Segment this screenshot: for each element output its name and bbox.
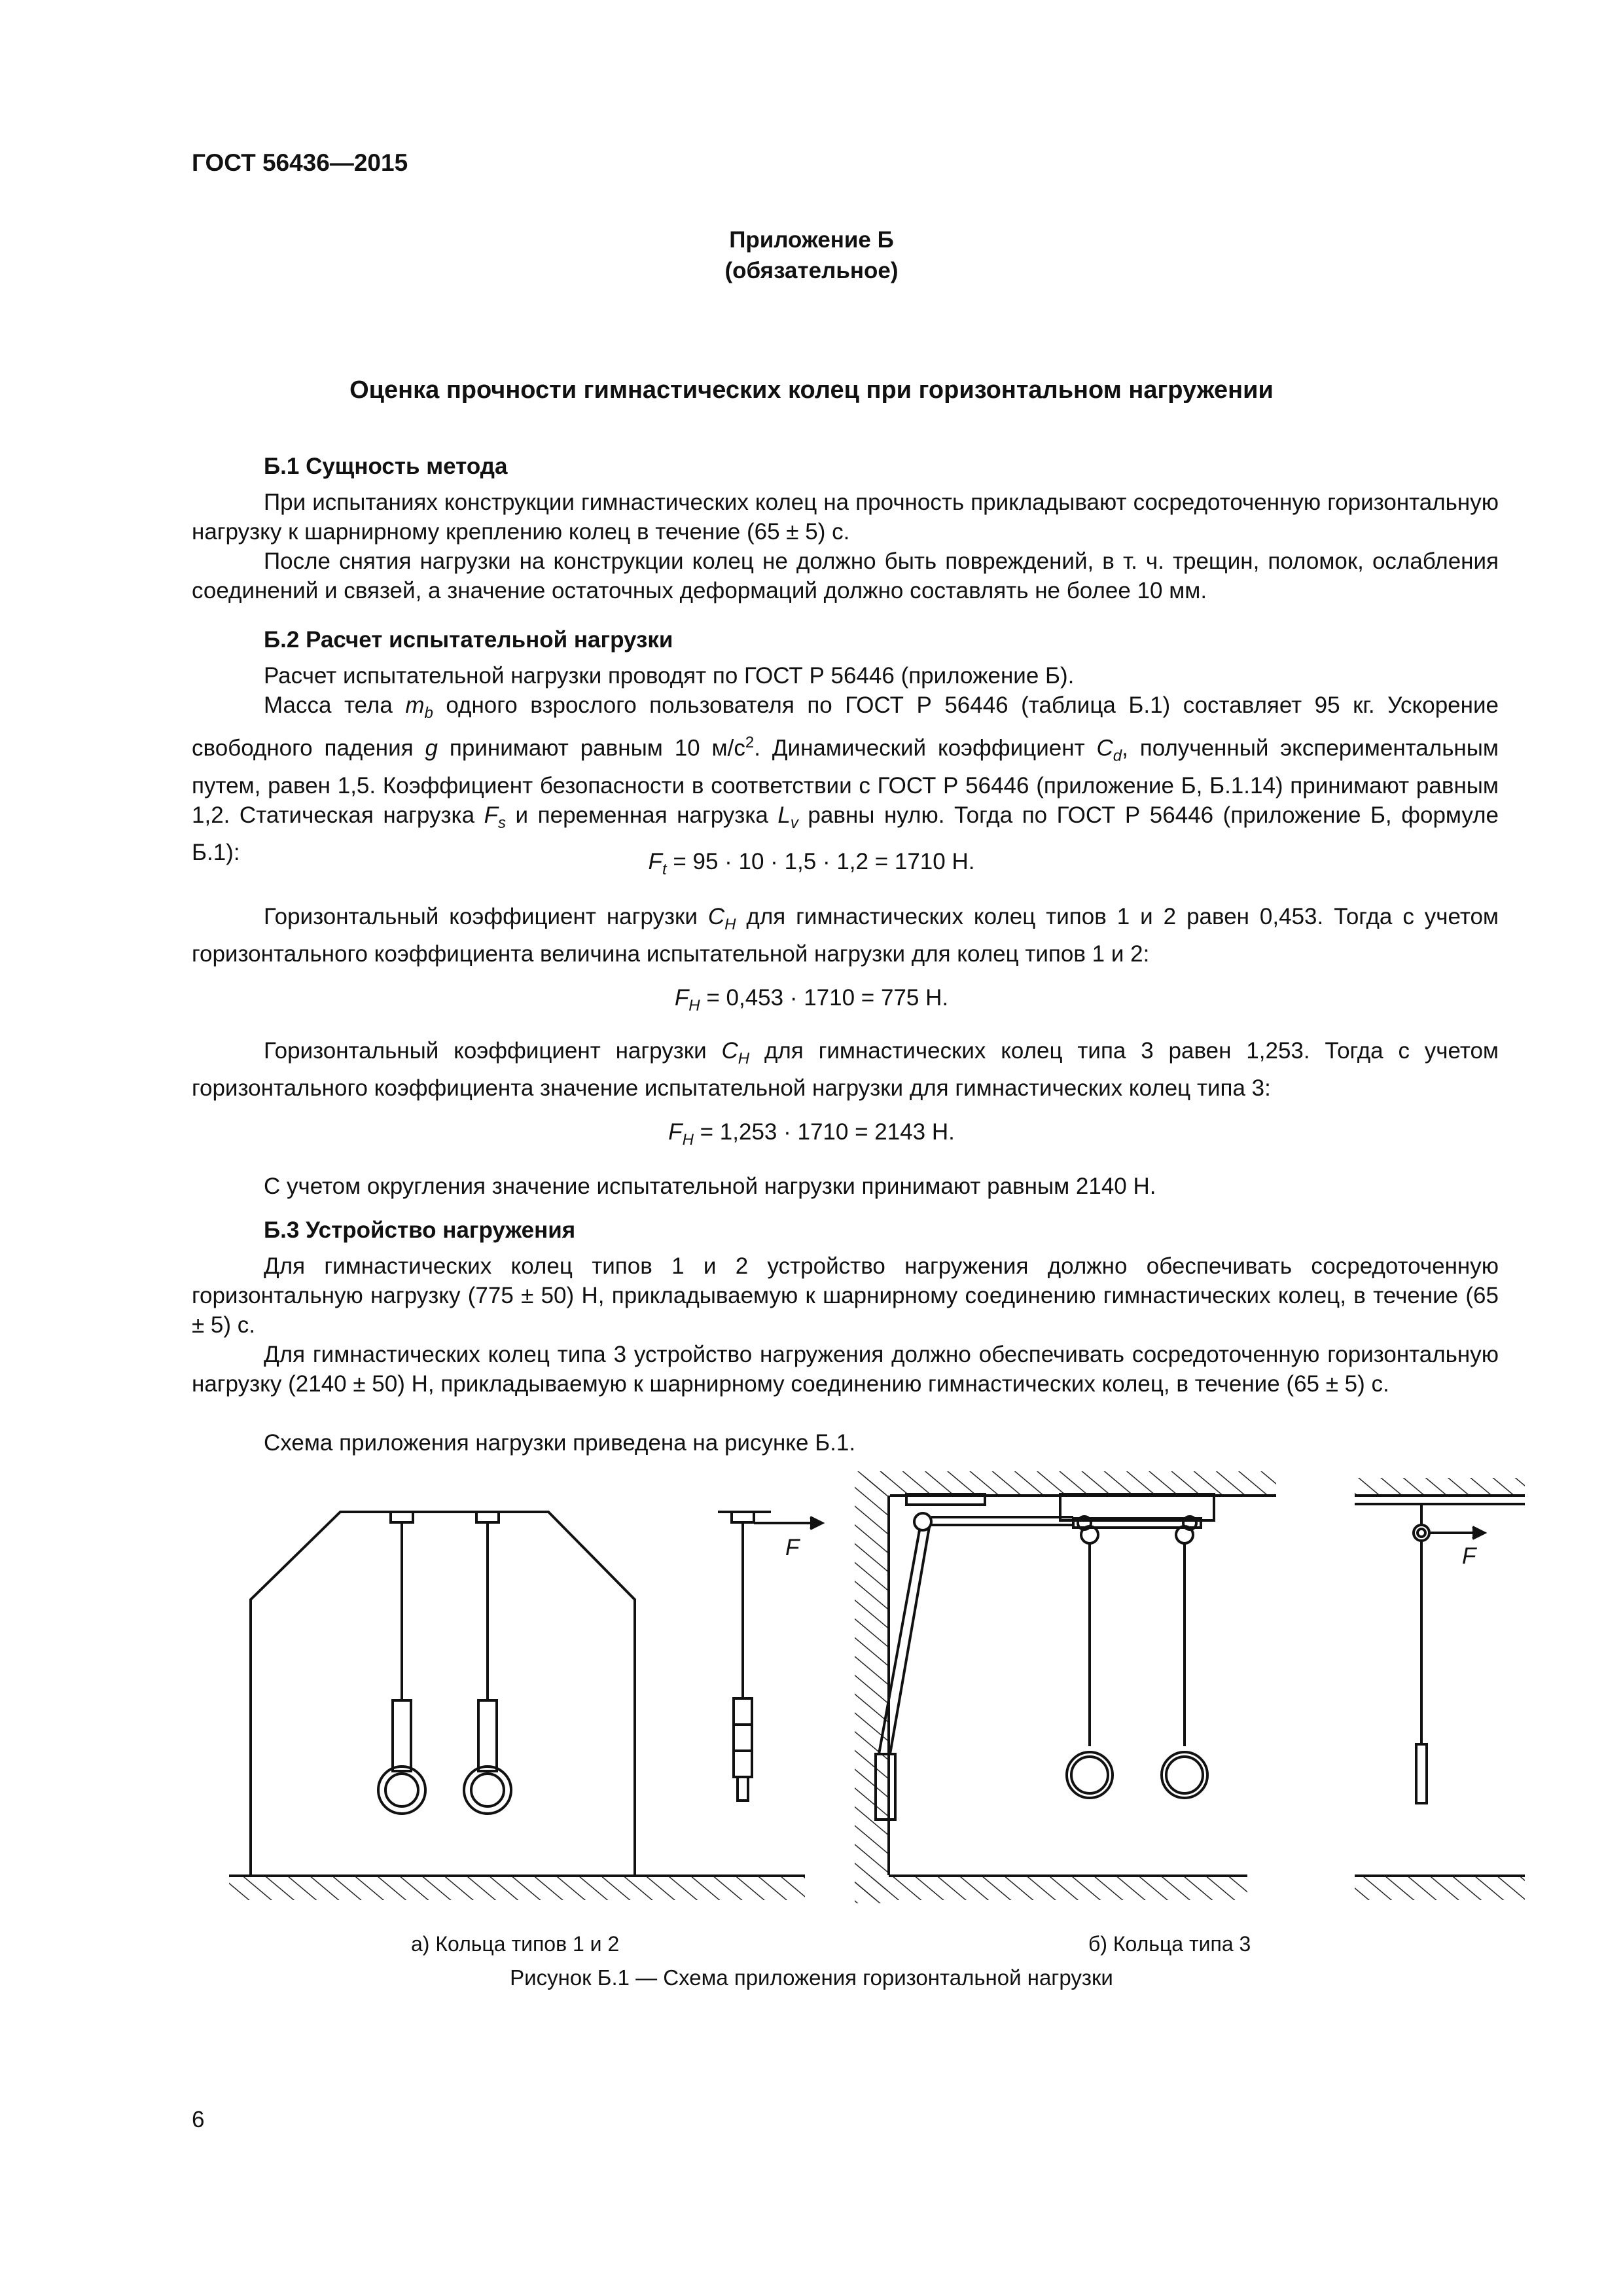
appendix-title: Приложение Б xyxy=(729,227,894,253)
wall-hatch-b xyxy=(855,1471,887,1903)
paragraph-b2-5: С учетом округления значение испытательной нагрузки принимают равным 2140 Н. xyxy=(264,1174,1156,1199)
formula-fh-1: $F_H = 0,453 \cdot 1710 = 775$ Н. xyxy=(674,985,949,1014)
paragraph-b3-2: Для гимнастических колец типа 3 устройство нагружения должно обеспечивать сосредоточенную горизонтальную нагрузку (2140 ± 50) Н, прикладываемую к шарнирному соединению гимнастических колец, в течение (65 ± 5) с. xyxy=(192,1342,1499,1397)
ring-front-left xyxy=(378,1512,425,1814)
floor-hatch-b xyxy=(855,1877,1247,1900)
paragraph-b1-1: При испытаниях конструкции гимнастических колец на прочность прикладывают сосредоточенную горизонтальную нагрузку к шарнирному креплению колец в течение (65 ± 5) с. xyxy=(192,490,1499,545)
section-heading-b3: Б.3 Устройство нагружения xyxy=(264,1217,576,1243)
formula-ft: $F_t = 95 \cdot 10 \cdot 1,5 \cdot 1,2 = 1710$ Н. xyxy=(648,849,975,878)
section-heading-b1: Б.1 Сущность метода xyxy=(264,454,508,479)
paragraph-b3-1: Для гимнастических колец типов 1 и 2 устройство нагружения должно обеспечивать сосредоточенную горизонтальную нагрузку (775 ± 50) Н, прикладываемую к шарнирному соединению гимнастических колец, в течение (65 ± 5) с. xyxy=(192,1253,1499,1338)
document-header: ГОСТ 56436—2015 xyxy=(192,149,408,176)
paragraph-b2-4: Горизонтальный коэффициент нагрузки $C_H$ для гимнастических колец типа 3 равен 1,253. Тогда с учетом горизонтального коэффициента значение испытательной нагрузки для гимнастических колец типа 3: xyxy=(192,1038,1499,1101)
paragraph-b2-2: Масса тела $m_b$ одного взрослого пользователя по ГОСТ Р 56446 (таблица Б.1) составляет 95 кг. Ускорение свободного падения g принимают равным 10 $м/с^2$. Динамический коэффициент $C_d$, полученный экспериментальным путем, равен 1,5. Коэффициент безопасности в соответствии с ГОСТ Р 56446 (приложение Б, Б.1.14) принимают равным 1,2. Статическая нагрузка $F_s$ и переменная нагрузка $L_v$ равны нулю. Тогда по ГОСТ Р 56446 (приложение Б, формуле Б.1): xyxy=(192,692,1499,865)
paragraph-b2-3: Горизонтальный коэффициент нагрузки $C_H$ для гимнастических колец типов 1 и 2 равен 0,453. Тогда с учетом горизонтального коэффициента величина испытательной нагрузки для колец типов 1 и 2: xyxy=(192,904,1499,967)
floor-hatch-side-b xyxy=(1355,1877,1525,1900)
formula-fh-2: $F_H = 1,253 \cdot 1710 = 2143$ Н. xyxy=(668,1119,955,1149)
ring-type3-left xyxy=(1067,1543,1113,1798)
appendix-status: (обязательное) xyxy=(724,258,899,283)
paragraph-b3-3: Схема приложения нагрузки приведена на рисунке Б.1. xyxy=(264,1430,856,1456)
force-label-a: F xyxy=(785,1535,800,1560)
frame-front-view xyxy=(251,1512,635,1875)
ring-front-right xyxy=(464,1512,511,1814)
section-heading-b2: Б.2 Расчет испытательной нагрузки xyxy=(264,627,673,653)
paragraph-b2-1: Расчет испытательной нагрузки проводят по ГОСТ Р 56446 (приложение Б). xyxy=(264,663,1075,689)
figure-title: Рисунок Б.1 — Схема приложения горизонтальной нагрузки xyxy=(510,1965,1113,1990)
main-title: Оценка прочности гимнастических колец при горизонтальном нагружении xyxy=(349,376,1274,404)
ceiling-hatch-b xyxy=(864,1471,1276,1494)
caption-a: а) Кольца типов 1 и 2 xyxy=(411,1932,620,1956)
force-label-b: F xyxy=(1462,1543,1476,1569)
caption-b: б) Кольца типа 3 xyxy=(1088,1932,1251,1956)
ring-side-view-a xyxy=(718,1512,822,1801)
paragraph-b1-2: После снятия нагрузки на конструкции колец не должно быть повреждений, в т. ч. трещин, поломок, ослабления соединений и связей, а значение остаточных деформаций должно составлять не более 10 мм. xyxy=(192,548,1499,603)
ring-type3-right xyxy=(1162,1543,1207,1798)
page-number: 6 xyxy=(192,2107,205,2132)
ceiling-hatch-side-b xyxy=(1355,1478,1525,1494)
ground-hatch-a xyxy=(229,1877,805,1900)
